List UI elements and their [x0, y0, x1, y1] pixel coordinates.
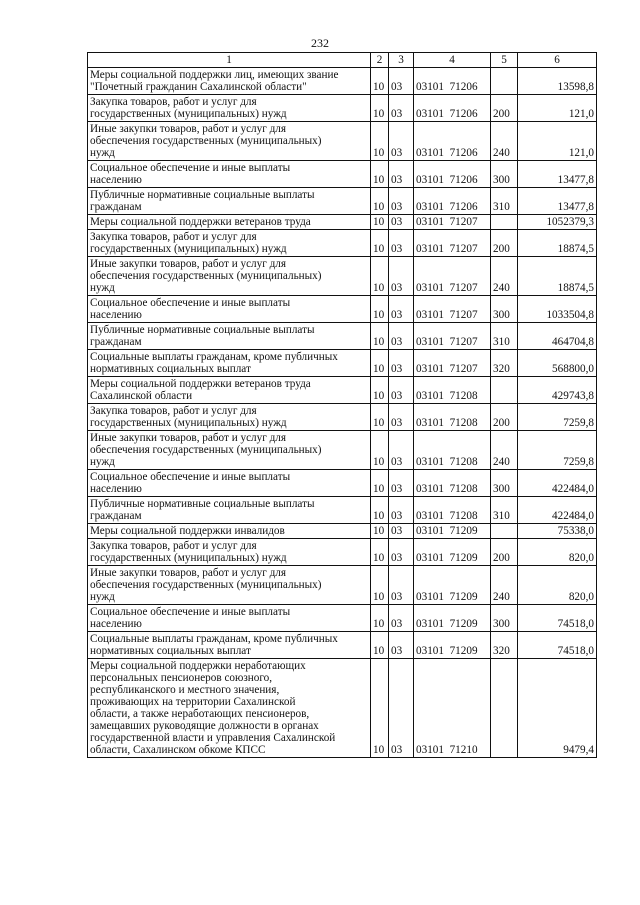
row-section-cell: 10 [371, 122, 389, 161]
row-target-code-cell: 03101 71208 [414, 431, 491, 470]
row-target-code-cell: 03101 71209 [414, 605, 491, 632]
row-amount-cell: 1052379,3 [518, 215, 597, 230]
row-subsection-cell: 03 [389, 497, 414, 524]
row-section-cell: 10 [371, 296, 389, 323]
row-expense-type-cell: 200 [491, 95, 518, 122]
row-section-cell: 10 [371, 431, 389, 470]
row-section-cell: 10 [371, 470, 389, 497]
row-subsection-cell: 03 [389, 122, 414, 161]
row-expense-type-cell [491, 215, 518, 230]
row-name-cell: Меры социальной поддержки ветеранов труда [88, 215, 371, 230]
table-row [88, 68, 597, 95]
row-name-cell: Иные закупки товаров, работ и услуг для обеспечения государственных (муниципальных) нужд [88, 257, 371, 296]
row-name-cell: Меры социальной поддержки ветеранов труда Сахалинской области [88, 377, 371, 404]
row-amount-cell: 464704,8 [518, 323, 597, 350]
row-amount-cell: 74518,0 [518, 605, 597, 632]
row-amount-cell: 121,0 [518, 122, 597, 161]
row-expense-type-cell: 310 [491, 188, 518, 215]
row-target-code-cell: 03101 71207 [414, 323, 491, 350]
table-row [88, 188, 597, 215]
row-expense-type-cell: 240 [491, 122, 518, 161]
row-subsection-cell: 03 [389, 566, 414, 605]
table-row [88, 257, 597, 296]
row-section-cell: 10 [371, 632, 389, 659]
table-row [88, 377, 597, 404]
row-target-code-cell: 03101 71209 [414, 566, 491, 605]
table-row [88, 659, 597, 758]
row-amount-cell: 13477,8 [518, 188, 597, 215]
row-section-cell: 10 [371, 350, 389, 377]
row-subsection-cell: 03 [389, 404, 414, 431]
table-row [88, 431, 597, 470]
row-amount-cell: 7259,8 [518, 431, 597, 470]
row-expense-type-cell: 240 [491, 566, 518, 605]
row-expense-type-cell [491, 68, 518, 95]
row-subsection-cell: 03 [389, 431, 414, 470]
table-row [88, 95, 597, 122]
table-row [88, 296, 597, 323]
row-subsection-cell: 03 [389, 257, 414, 296]
row-expense-type-cell: 310 [491, 497, 518, 524]
budget-table [87, 52, 597, 758]
row-section-cell: 10 [371, 524, 389, 539]
row-expense-type-cell: 320 [491, 632, 518, 659]
table-row [88, 404, 597, 431]
row-expense-type-cell: 300 [491, 605, 518, 632]
table-row [88, 566, 597, 605]
row-name-cell: Закупка товаров, работ и услуг для государственных (муниципальных) нужд [88, 230, 371, 257]
row-subsection-cell: 03 [389, 377, 414, 404]
row-target-code-cell: 03101 71206 [414, 95, 491, 122]
row-name-cell: Социальное обеспечение и иные выплаты населению [88, 605, 371, 632]
row-amount-cell: 121,0 [518, 95, 597, 122]
row-amount-cell: 9479,4 [518, 659, 597, 758]
table-row [88, 215, 597, 230]
row-amount-cell: 422484,0 [518, 497, 597, 524]
row-amount-cell: 13598,8 [518, 68, 597, 95]
row-name-cell: Иные закупки товаров, работ и услуг для обеспечения государственных (муниципальных) нужд [88, 566, 371, 605]
row-subsection-cell: 03 [389, 230, 414, 257]
header-col-4: 4 [414, 53, 491, 68]
row-amount-cell: 429743,8 [518, 377, 597, 404]
table-row [88, 524, 597, 539]
row-name-cell: Публичные нормативные социальные выплаты гражданам [88, 188, 371, 215]
row-amount-cell: 75338,0 [518, 524, 597, 539]
row-section-cell: 10 [371, 497, 389, 524]
row-section-cell: 10 [371, 161, 389, 188]
row-subsection-cell: 03 [389, 161, 414, 188]
row-amount-cell: 13477,8 [518, 161, 597, 188]
row-amount-cell: 18874,5 [518, 230, 597, 257]
row-name-cell: Публичные нормативные социальные выплаты гражданам [88, 497, 371, 524]
row-target-code-cell: 03101 71209 [414, 539, 491, 566]
row-subsection-cell: 03 [389, 470, 414, 497]
row-subsection-cell: 03 [389, 539, 414, 566]
row-section-cell: 10 [371, 566, 389, 605]
row-amount-cell: 820,0 [518, 566, 597, 605]
row-section-cell: 10 [371, 188, 389, 215]
row-name-cell: Меры социальной поддержки инвалидов [88, 524, 371, 539]
row-target-code-cell: 03101 71208 [414, 377, 491, 404]
row-amount-cell: 820,0 [518, 539, 597, 566]
row-subsection-cell: 03 [389, 215, 414, 230]
row-name-cell: Иные закупки товаров, работ и услуг для обеспечения государственных (муниципальных) нужд [88, 431, 371, 470]
row-expense-type-cell: 240 [491, 257, 518, 296]
row-subsection-cell: 03 [389, 632, 414, 659]
row-target-code-cell: 03101 71208 [414, 470, 491, 497]
row-name-cell: Иные закупки товаров, работ и услуг для обеспечения государственных (муниципальных) нужд [88, 122, 371, 161]
row-amount-cell: 18874,5 [518, 257, 597, 296]
table-body [88, 68, 597, 758]
table-row [88, 323, 597, 350]
table-row [88, 539, 597, 566]
row-section-cell: 10 [371, 95, 389, 122]
row-expense-type-cell [491, 524, 518, 539]
row-target-code-cell: 03101 71208 [414, 497, 491, 524]
row-target-code-cell: 03101 71207 [414, 350, 491, 377]
row-target-code-cell: 03101 71207 [414, 257, 491, 296]
row-subsection-cell: 03 [389, 659, 414, 758]
table-row [88, 161, 597, 188]
row-target-code-cell: 03101 71210 [414, 659, 491, 758]
row-name-cell: Социальное обеспечение и иные выплаты населению [88, 296, 371, 323]
table-row [88, 605, 597, 632]
row-section-cell: 10 [371, 215, 389, 230]
row-name-cell: Социальные выплаты гражданам, кроме публичных нормативных социальных выплат [88, 632, 371, 659]
header-col-6: 6 [518, 53, 597, 68]
row-expense-type-cell: 200 [491, 404, 518, 431]
table-row [88, 497, 597, 524]
row-expense-type-cell: 240 [491, 431, 518, 470]
page-number: 232 [311, 36, 329, 50]
row-expense-type-cell [491, 659, 518, 758]
row-name-cell: Социальные выплаты гражданам, кроме публичных нормативных социальных выплат [88, 350, 371, 377]
row-expense-type-cell: 320 [491, 350, 518, 377]
row-subsection-cell: 03 [389, 605, 414, 632]
row-name-cell: Закупка товаров, работ и услуг для государственных (муниципальных) нужд [88, 539, 371, 566]
row-target-code-cell: 03101 71207 [414, 296, 491, 323]
row-section-cell: 10 [371, 539, 389, 566]
row-target-code-cell: 03101 71208 [414, 404, 491, 431]
row-amount-cell: 568800,0 [518, 350, 597, 377]
row-subsection-cell: 03 [389, 68, 414, 95]
header-col-3: 3 [389, 53, 414, 68]
row-subsection-cell: 03 [389, 296, 414, 323]
row-amount-cell: 74518,0 [518, 632, 597, 659]
row-expense-type-cell [491, 377, 518, 404]
row-name-cell: Социальное обеспечение и иные выплаты населению [88, 161, 371, 188]
row-section-cell: 10 [371, 659, 389, 758]
row-expense-type-cell: 200 [491, 539, 518, 566]
table-row [88, 350, 597, 377]
row-name-cell: Меры социальной поддержки лиц, имеющих звание "Почетный гражданин Сахалинской области" [88, 68, 371, 95]
row-expense-type-cell: 310 [491, 323, 518, 350]
row-section-cell: 10 [371, 377, 389, 404]
row-name-cell: Публичные нормативные социальные выплаты гражданам [88, 323, 371, 350]
row-amount-cell: 422484,0 [518, 470, 597, 497]
row-target-code-cell: 03101 71207 [414, 230, 491, 257]
table-header-row [88, 53, 597, 68]
header-col-5: 5 [491, 53, 518, 68]
row-subsection-cell: 03 [389, 323, 414, 350]
row-section-cell: 10 [371, 404, 389, 431]
row-name-cell: Социальное обеспечение и иные выплаты населению [88, 470, 371, 497]
row-target-code-cell: 03101 71206 [414, 188, 491, 215]
row-subsection-cell: 03 [389, 95, 414, 122]
row-name-cell: Закупка товаров, работ и услуг для государственных (муниципальных) нужд [88, 404, 371, 431]
row-expense-type-cell: 200 [491, 230, 518, 257]
row-subsection-cell: 03 [389, 350, 414, 377]
row-subsection-cell: 03 [389, 188, 414, 215]
table-row [88, 470, 597, 497]
row-target-code-cell: 03101 71209 [414, 524, 491, 539]
header-col-2: 2 [371, 53, 389, 68]
row-section-cell: 10 [371, 323, 389, 350]
table-row [88, 632, 597, 659]
row-name-cell: Закупка товаров, работ и услуг для государственных (муниципальных) нужд [88, 95, 371, 122]
row-expense-type-cell: 300 [491, 161, 518, 188]
row-target-code-cell: 03101 71206 [414, 161, 491, 188]
row-section-cell: 10 [371, 230, 389, 257]
header-col-1: 1 [88, 53, 371, 68]
row-section-cell: 10 [371, 68, 389, 95]
row-section-cell: 10 [371, 605, 389, 632]
row-target-code-cell: 03101 71207 [414, 215, 491, 230]
row-section-cell: 10 [371, 257, 389, 296]
row-target-code-cell: 03101 71206 [414, 122, 491, 161]
row-subsection-cell: 03 [389, 524, 414, 539]
table-row [88, 122, 597, 161]
row-expense-type-cell: 300 [491, 296, 518, 323]
row-name-cell: Меры социальной поддержки неработающих персональных пенсионеров союзного, республиканского и местного значения, проживающих на территории Сахалинской области, а также неработающих пенсионеров, замещавших руководящие должности в органах государственной власти и управления Сахалинской области, Сахалинском обкоме КПСС [88, 659, 371, 758]
row-amount-cell: 1033504,8 [518, 296, 597, 323]
table-row [88, 230, 597, 257]
row-amount-cell: 7259,8 [518, 404, 597, 431]
row-target-code-cell: 03101 71209 [414, 632, 491, 659]
row-target-code-cell: 03101 71206 [414, 68, 491, 95]
row-expense-type-cell: 300 [491, 470, 518, 497]
